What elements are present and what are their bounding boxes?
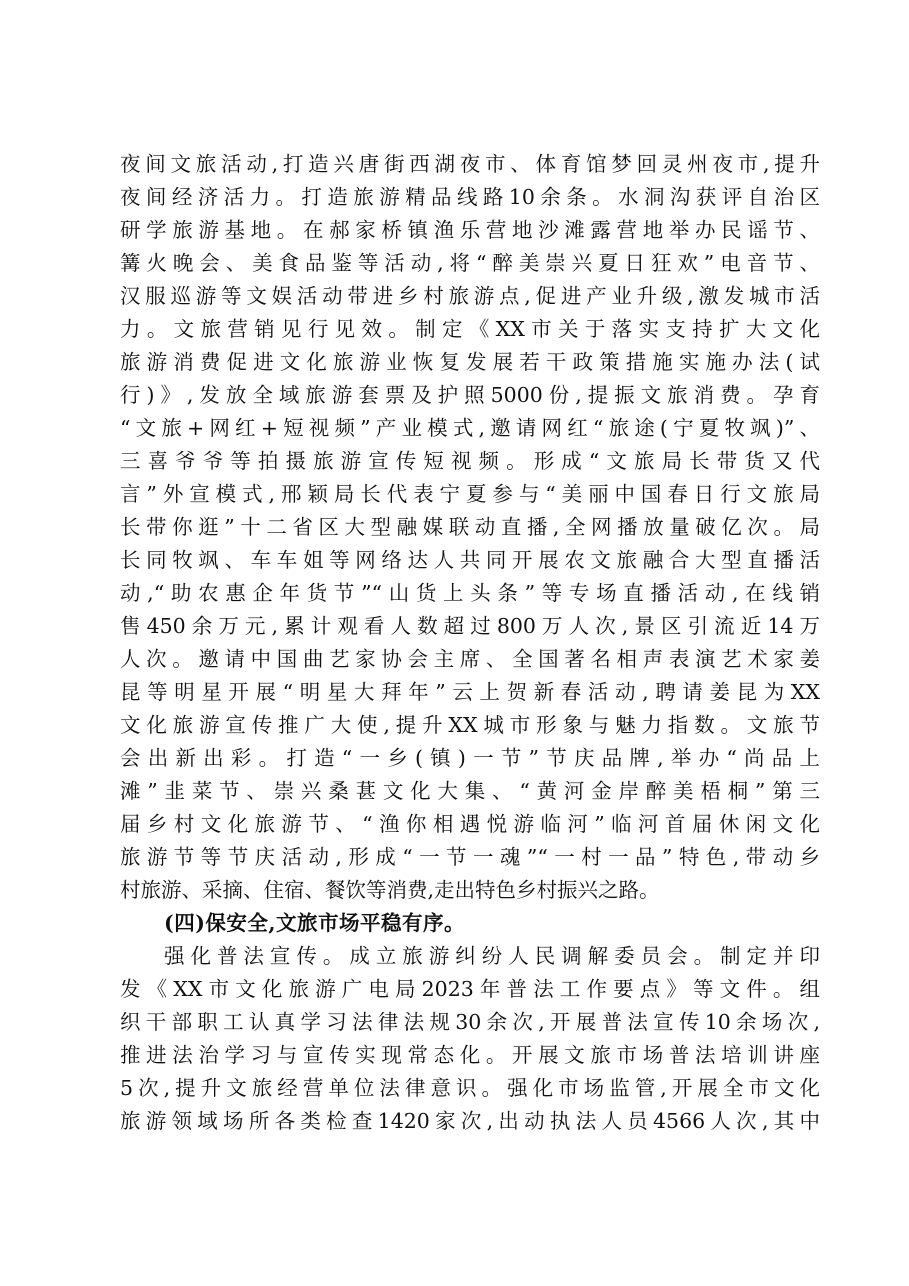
text-line: 旅游领域场所各类检查1420家次,出动执法人员4566人次,其中 bbox=[120, 1109, 820, 1133]
text-line: 夜间文旅活动,打造兴唐街西湖夜市、体育馆梦回灵州夜市,提升 bbox=[120, 152, 820, 176]
text-line: 届乡村文化旅游节、“渔你相遇悦游临河”临河首届休闲文化 bbox=[120, 812, 820, 836]
text-line: “文旅+网红+短视频”产业模式,邀请网红“旅途(宁夏牧飒)”、 bbox=[120, 416, 820, 440]
text-line: 旅游节等节庆活动,形成“一节一魂”“一村一品”特色,带动乡 bbox=[120, 845, 820, 869]
text-line: 力。文旅营销见行见效。制定《XX市关于落实支持扩大文化 bbox=[120, 317, 820, 341]
text-line: 昆等明星开展“明星大拜年”云上贺新春活动,聘请姜昆为XX bbox=[120, 680, 820, 704]
text-line: 旅游消费促进文化旅游业恢复发展若干政策措施实施办法(试 bbox=[120, 350, 820, 374]
text-line: 汉服巡游等文娱活动带进乡村旅游点,促进产业升级,激发城市活 bbox=[120, 284, 820, 308]
section-heading: (四)保安全,文旅市场平稳有序。 bbox=[164, 911, 466, 935]
text-line: 织干部职工认真学习法律法规30余次,开展普法宣传10余场次, bbox=[120, 1010, 820, 1034]
text-line: 动,“助农惠企年货节”“山货上头条”等专场直播活动,在线销 bbox=[120, 581, 820, 605]
text-line: 行)》,发放全域旅游套票及护照5000份,提振文旅消费。孕育 bbox=[120, 383, 820, 407]
text-line: 人次。邀请中国曲艺家协会主席、全国著名相声表演艺术家姜 bbox=[120, 647, 820, 671]
text-line: 强化普法宣传。成立旅游纠纷人民调解委员会。制定并印 bbox=[164, 944, 820, 968]
text-line: 研学旅游基地。在郝家桥镇渔乐营地沙滩露营地举办民谣节、 bbox=[120, 218, 820, 242]
text-line: 长同牧飒、车车姐等网络达人共同开展农文旅融合大型直播活 bbox=[120, 548, 820, 572]
text-line: 滩”韭菜节、崇兴桑葚文化大集、“黄河金岸醉美梧桐”第三 bbox=[120, 779, 820, 803]
text-line: 发《XX市文化旅游广电局2023年普法工作要点》等文件。组 bbox=[120, 977, 820, 1001]
text-line: 5次,提升文旅经营单位法律意识。强化市场监管,开展全市文化 bbox=[120, 1076, 820, 1100]
text-line: 村旅游、采摘、住宿、餐饮等消费,走出特色乡村振兴之路。 bbox=[120, 878, 660, 902]
text-line: 言”外宣模式,邢颖局长代表宁夏参与“美丽中国春日行文旅局 bbox=[120, 482, 820, 506]
text-line: 篝火晚会、美食品鉴等活动,将“醉美崇兴夏日狂欢”电音节、 bbox=[120, 251, 820, 275]
text-line: 推进法治学习与宣传实现常态化。开展文旅市场普法培训讲座 bbox=[120, 1043, 820, 1067]
text-line: 文化旅游宣传推广大使,提升XX城市形象与魅力指数。文旅节 bbox=[120, 713, 820, 737]
text-line: 长带你逛”十二省区大型融媒联动直播,全网播放量破亿次。局 bbox=[120, 515, 820, 539]
text-line: 三喜爷爷等拍摄旅游宣传短视频。形成“文旅局长带货又代 bbox=[120, 449, 820, 473]
text-line: 售450余万元,累计观看人数超过800万人次,景区引流近14万 bbox=[120, 614, 820, 638]
body-text bbox=[120, 148, 820, 1138]
text-line: 夜间经济活力。打造旅游精品线路10余条。水洞沟获评自治区 bbox=[120, 185, 820, 209]
text-line: 会出新出彩。打造“一乡(镇)一节”节庆品牌,举办“尚品上 bbox=[120, 746, 820, 770]
